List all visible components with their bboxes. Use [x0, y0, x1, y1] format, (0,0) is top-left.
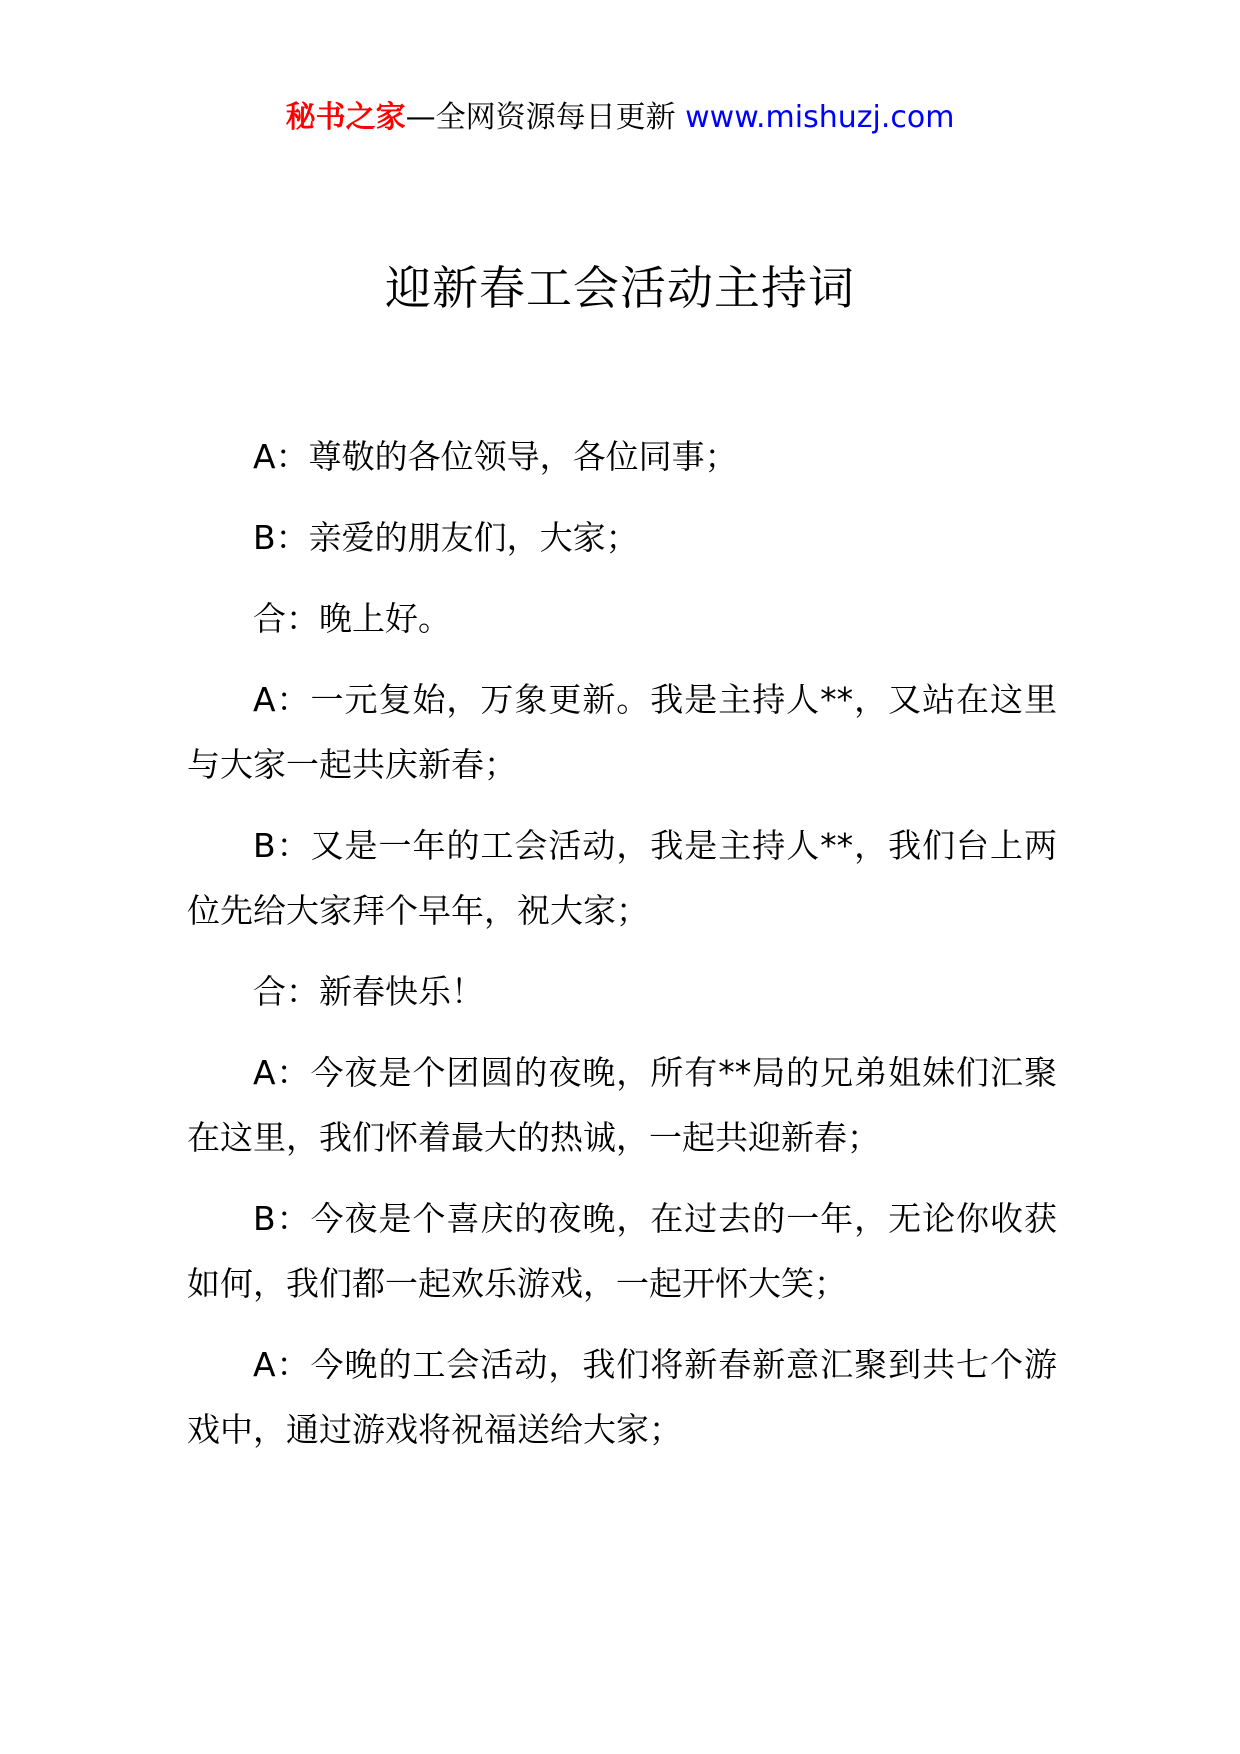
- paragraph: A：尊敬的各位领导，各位同事；: [253, 437, 738, 476]
- paragraph: A：一元复始，万象更新。我是主持人**，又站在这里与大家一起共庆新春；: [187, 680, 1057, 784]
- site-brand: 秘书之家: [285, 100, 406, 135]
- document-body: [187, 424, 1057, 1478]
- paragraph: A：今晚的工会活动，我们将新春新意汇聚到共七个游戏中，通过游戏将祝福送给大家；: [187, 1345, 1057, 1449]
- site-tagline: —全网资源每日更新: [405, 100, 686, 135]
- site-url-link[interactable]: www.mishuzj.com: [685, 100, 955, 135]
- paragraph: B：又是一年的工会活动，我是主持人**，我们台上两位先给大家拜个早年，祝大家；: [187, 826, 1057, 930]
- paragraph: 合：晚上好。: [253, 599, 451, 638]
- paragraph: A：今夜是个团圆的夜晚，所有**局的兄弟姐妹们汇聚在这里，我们怀着最大的热诚，一起共迎新春；: [187, 1053, 1057, 1157]
- site-header: [0, 98, 1240, 138]
- document-title: 迎新春工会活动主持词: [385, 261, 855, 315]
- paragraph: 合：新春快乐！: [253, 972, 484, 1011]
- paragraph: B：今夜是个喜庆的夜晚，在过去的一年，无论你收获如何，我们都一起欢乐游戏，一起开怀大笑；: [187, 1199, 1057, 1303]
- paragraph: B：亲爱的朋友们，大家；: [253, 518, 639, 557]
